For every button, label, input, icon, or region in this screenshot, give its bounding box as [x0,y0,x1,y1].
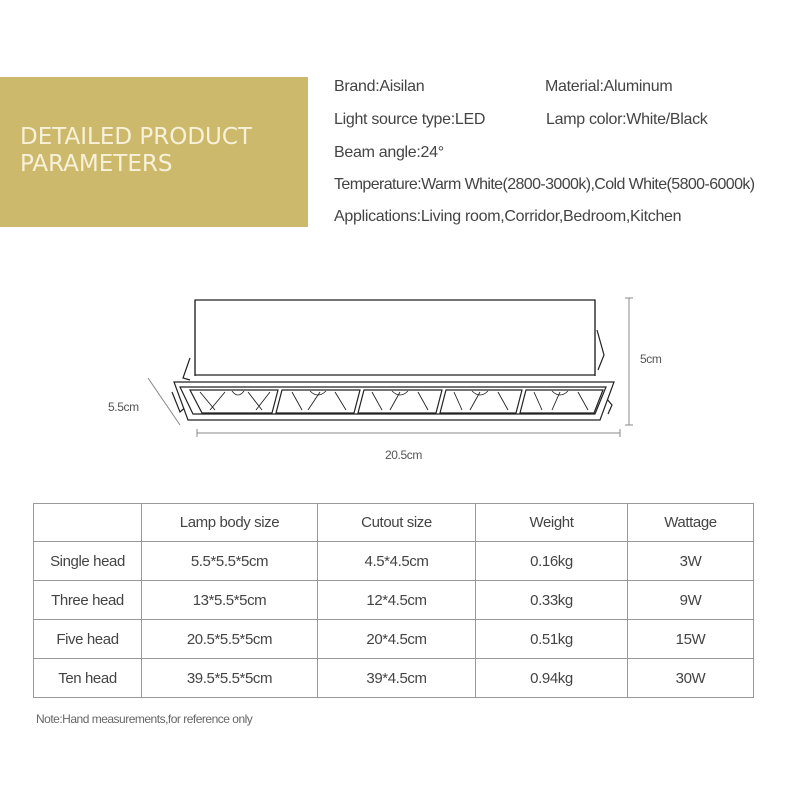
measurement-note: Note:Hand measurements,for reference only [36,712,253,726]
parameters-table [33,503,754,698]
spec-temperature: Temperature:Warm White(2800-3000k),Cold White(5800-6000k) [334,176,755,193]
title-banner [0,77,308,227]
table-cell: 39*4.5cm [318,659,476,698]
table-cell: 0.94kg [476,659,628,698]
header-cell: Wattage [628,504,754,542]
table-cell: 0.51kg [476,620,628,659]
length-label: 20.5cm [385,448,422,462]
product-dimension-diagram [0,280,800,480]
table-row [34,620,754,659]
spec-lamp-color: Lamp color:White/Black [546,111,708,128]
table-row [34,659,754,698]
table-header-row [34,504,754,542]
header-cell [34,504,142,542]
table-cell: Three head [34,581,142,620]
table-cell: 20.5*5.5*5cm [142,620,318,659]
banner-title-line1: DETAILED PRODUCT [20,124,252,150]
table-cell: 9W [628,581,754,620]
depth-label: 5.5cm [108,400,139,414]
banner-title [20,124,300,178]
table-cell: 4.5*4.5cm [318,542,476,581]
table-cell: 13*5.5*5cm [142,581,318,620]
banner-title-line2: PARAMETERS [20,151,173,177]
table-cell: 0.16kg [476,542,628,581]
table-cell: 30W [628,659,754,698]
table-cell: 39.5*5.5*5cm [142,659,318,698]
header-cell: Cutout size [318,504,476,542]
spec-beam-angle: Beam angle:24° [334,144,444,161]
table-cell: 5.5*5.5*5cm [142,542,318,581]
table-cell: 20*4.5cm [318,620,476,659]
table-cell: 12*4.5cm [318,581,476,620]
height-label: 5cm [640,352,662,366]
table-cell: 15W [628,620,754,659]
table-row [34,542,754,581]
table-cell: 3W [628,542,754,581]
table-cell: Ten head [34,659,142,698]
spec-material: Material:Aluminum [545,78,673,95]
header-cell: Weight [476,504,628,542]
spec-light-source: Light source type:LED [334,111,486,128]
header-cell: Lamp body size [142,504,318,542]
spec-brand: Brand:Aisilan [334,78,425,95]
table-cell: 0.33kg [476,581,628,620]
spec-applications: Applications:Living room,Corridor,Bedroom,Kitchen [334,208,682,225]
table-cell: Five head [34,620,142,659]
table-row [34,581,754,620]
table-cell: Single head [34,542,142,581]
